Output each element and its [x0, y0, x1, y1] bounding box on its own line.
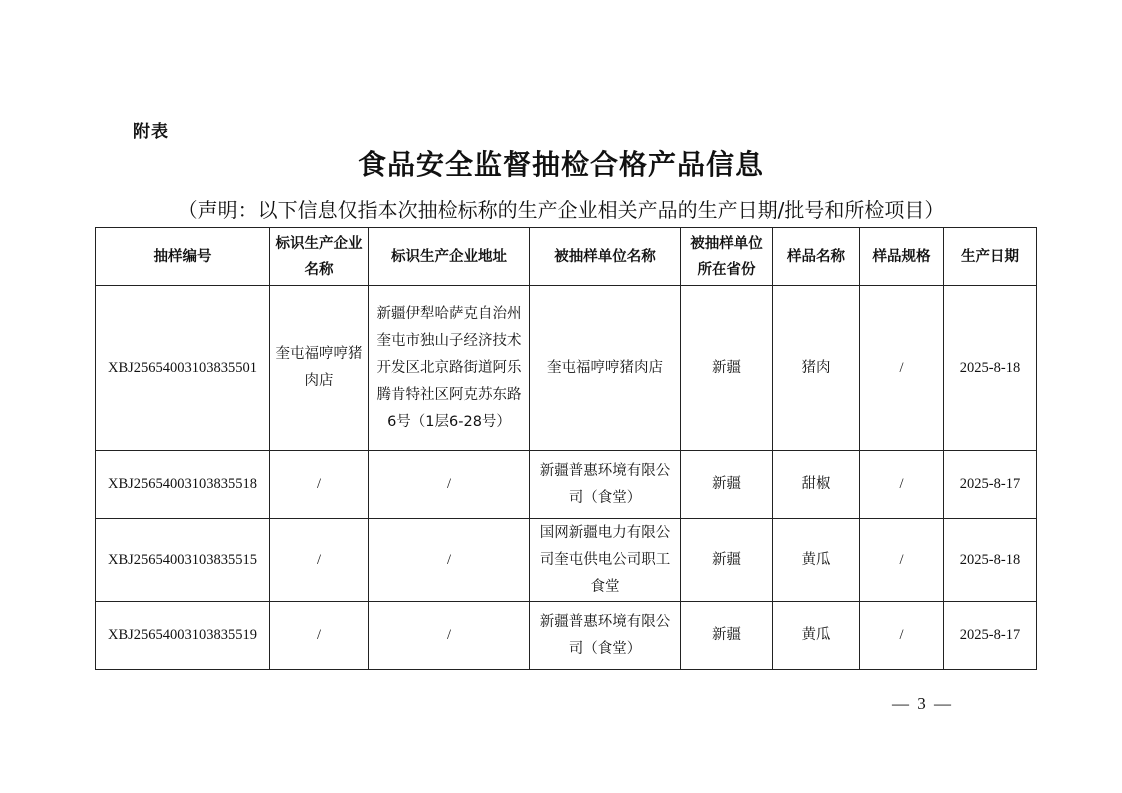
producer-cell: /: [270, 519, 369, 602]
address-cell: /: [369, 451, 530, 519]
address-cell: /: [369, 519, 530, 602]
sample-id-cell: XBJ25654003103835501: [96, 286, 270, 451]
sample-id-cell: XBJ25654003103835518: [96, 451, 270, 519]
producer-cell: /: [270, 602, 369, 670]
document-subtitle: （声明：以下信息仅指本次抽检标称的生产企业相关产品的生产日期/批号和所检项目）: [177, 198, 945, 222]
sampled-unit-cell: 奎屯福哼哼猪肉店: [530, 286, 681, 451]
province-cell: 新疆: [681, 519, 773, 602]
sample-name-cell: 甜椒: [773, 451, 860, 519]
column-header: 样品名称: [773, 228, 860, 286]
appendix-label: 附表: [133, 122, 169, 142]
table-row: [96, 451, 1037, 519]
table-row: [96, 602, 1037, 670]
date-cell: 2025-8-17: [944, 602, 1037, 670]
date-cell: 2025-8-18: [944, 519, 1037, 602]
sample-name-cell: 黄瓜: [773, 519, 860, 602]
column-header: 样品规格: [860, 228, 944, 286]
spec-cell: /: [860, 602, 944, 670]
sampled-unit-cell: 新疆普惠环境有限公司（食堂）: [530, 602, 681, 670]
sample-id-cell: XBJ25654003103835515: [96, 519, 270, 602]
province-cell: 新疆: [681, 286, 773, 451]
date-cell: 2025-8-17: [944, 451, 1037, 519]
spec-cell: /: [860, 286, 944, 451]
table-row: [96, 286, 1037, 451]
address-cell: 新疆伊犁哈萨克自治州奎屯市独山子经济技术开发区北京路街道阿乐腾肯特社区阿克苏东路6号（1层6-28号）: [369, 286, 530, 451]
sampled-unit-cell: 新疆普惠环境有限公司（食堂）: [530, 451, 681, 519]
province-cell: 新疆: [681, 602, 773, 670]
column-header: 被抽样单位所在省份: [681, 228, 773, 286]
table-header-row: [96, 228, 1037, 286]
province-cell: 新疆: [681, 451, 773, 519]
column-header: 标识生产企业名称: [270, 228, 369, 286]
sample-name-cell: 黄瓜: [773, 602, 860, 670]
column-header: 生产日期: [944, 228, 1037, 286]
producer-cell: 奎屯福哼哼猪肉店: [270, 286, 369, 451]
address-cell: /: [369, 602, 530, 670]
table-row: [96, 519, 1037, 602]
sampled-unit-cell: 国网新疆电力有限公司奎屯供电公司职工食堂: [530, 519, 681, 602]
column-header: 标识生产企业地址: [369, 228, 530, 286]
page-number: — 3 —: [892, 694, 953, 713]
date-cell: 2025-8-18: [944, 286, 1037, 451]
spec-cell: /: [860, 519, 944, 602]
spec-cell: /: [860, 451, 944, 519]
document-title: 食品安全监督抽检合格产品信息: [357, 148, 764, 181]
producer-cell: /: [270, 451, 369, 519]
column-header: 抽样编号: [96, 228, 270, 286]
column-header: 被抽样单位名称: [530, 228, 681, 286]
sample-name-cell: 猪肉: [773, 286, 860, 451]
sample-id-cell: XBJ25654003103835519: [96, 602, 270, 670]
product-info-table: [95, 227, 1037, 670]
